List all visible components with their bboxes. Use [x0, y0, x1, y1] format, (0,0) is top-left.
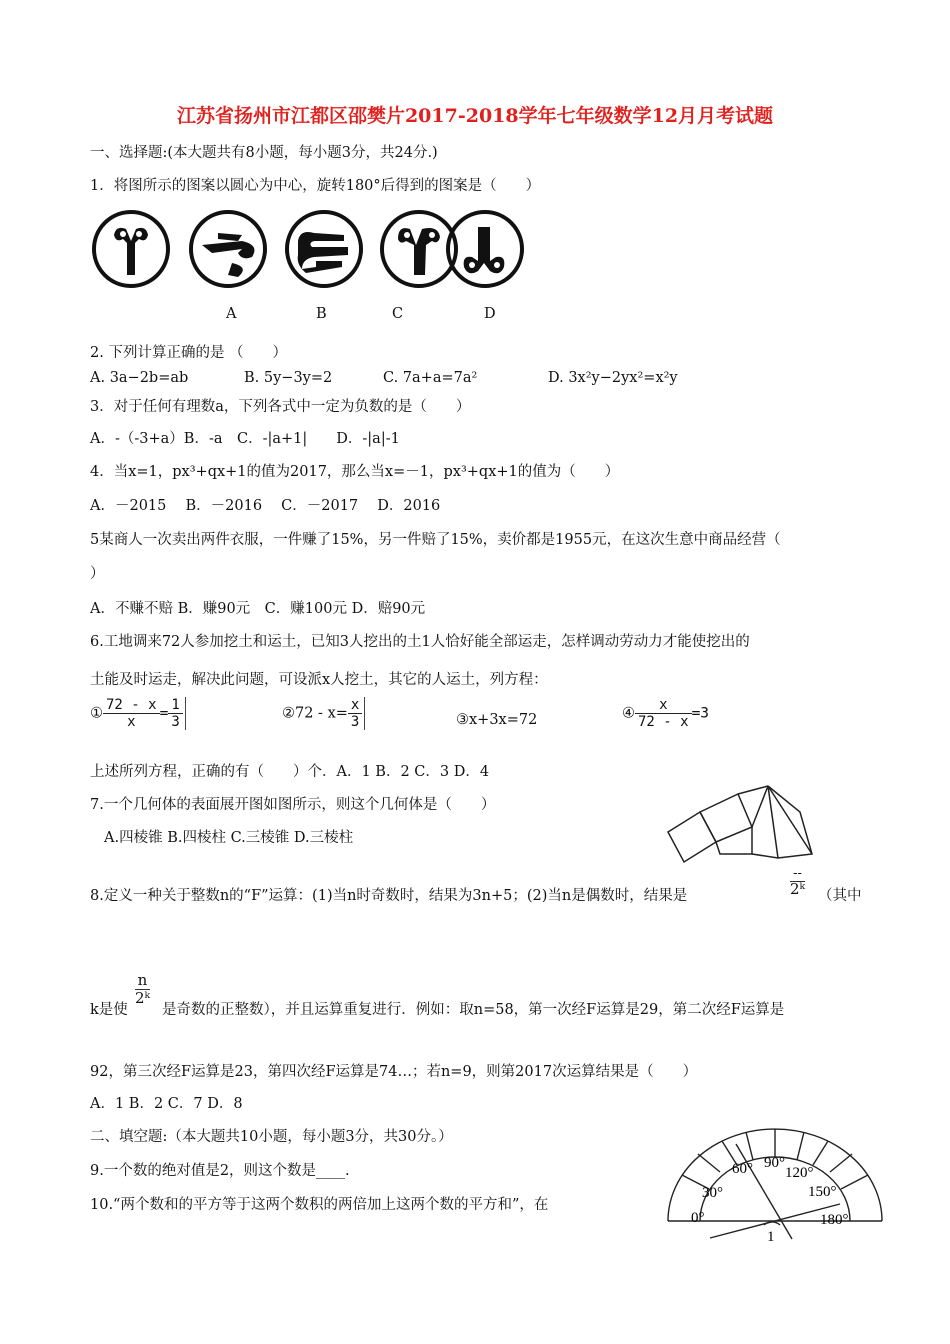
question-8-line1-tail: （其中: [818, 888, 862, 904]
eq1-numerator: 72 - x: [103, 697, 160, 714]
question-6-stem-line2: 土能及时运走，解决此问题，可设派x人挖土，其它的人运土，列方程：: [90, 672, 548, 688]
q8-fraction-2-denominator: 2ᵏ: [135, 989, 151, 1007]
question-7-stem: 7.一个几何体的表面展开图如图所示，则这个几何体是（ ）: [90, 797, 496, 813]
q7-net-figure: [660, 782, 840, 872]
q3-options: A．-（-3+a）B．-a C．-|a+1| D．-|a|-1: [90, 431, 400, 447]
question-10: 10.“两个数和的平方等于这两个数积的两倍加上这两个数的平方和”，在: [90, 1197, 549, 1213]
eq4-prefix: ④: [622, 705, 635, 722]
eq1-numerator-2: 1: [168, 697, 182, 714]
eq1-prefix: ①: [90, 705, 103, 722]
q8-fraction-1: [790, 866, 805, 897]
eq1-denominator-2: 3: [171, 714, 180, 730]
protractor-figure: [664, 1124, 890, 1244]
protractor-label-150: 150°: [808, 1184, 837, 1200]
q7-options: A.四棱锥 B.四棱柱 C.三棱锥 D.三棱柱: [104, 830, 354, 846]
question-1-stem: 1．将图所示的图案以圆心为中心，旋转180°后得到的图案是（ ）: [90, 178, 541, 194]
q6-equation-1: [90, 697, 186, 730]
eq4-denominator: 72 - x: [638, 714, 689, 730]
question-5-stem-line1: 5某商人一次卖出两件衣服，一件赚了15%，另一件赔了15%，卖价都是1955元，在这次生意中商品经营（: [90, 532, 781, 548]
eq1-denominator: x: [127, 714, 136, 730]
q6-equation-4: [622, 697, 709, 730]
question-8-line1: 8.定义一种关于整数n的“F”运算：(1)当n时奇数时，结果为3n+5；(2)当n是偶数时，结果是: [90, 888, 688, 904]
page-title: 江苏省扬州市江都区邵樊片2017-2018学年七年级数学12月月考试题: [176, 105, 774, 127]
q2-option-d: D. 3x²y−2yx²=x²y: [548, 370, 678, 386]
q6-equation-2: [282, 697, 365, 730]
q6-equation-3: ③x+3x=72: [456, 712, 538, 728]
q1-label-a: A: [226, 306, 237, 322]
question-6-stem-line1: 6.工地调来72人参加挖土和运土，已知3人挖出的土1人恰好能全部运走，怎样调动劳动力才能使挖出的: [90, 634, 750, 650]
question-3-stem: 3．对于任何有理数a，下列各式中一定为负数的是（ ）: [90, 399, 471, 415]
eq2-prefix: ②72 - x=: [282, 705, 348, 722]
q8-fraction-1-bottom: 2ᵏ: [790, 880, 806, 898]
eq1-equals: =: [159, 705, 169, 722]
eq4-numerator: x: [635, 697, 692, 714]
protractor-label-90: 90°: [764, 1155, 785, 1171]
option-b-figure: [287, 212, 361, 286]
q8-fraction-1-top: --: [790, 866, 805, 882]
eq2-numerator: x: [348, 697, 362, 714]
q1-label-d: D: [484, 306, 496, 322]
q2-option-a: A. 3a−2b=ab: [90, 370, 189, 386]
eq1-fraction-2: [168, 697, 185, 730]
eq4-fraction: [635, 697, 692, 730]
question-9: 9.一个数的绝对值是2，则这个数是____.: [90, 1163, 350, 1179]
q1-label-c: C: [392, 306, 404, 322]
question-5-stem-line2: ）: [90, 566, 105, 582]
question-8-line3: 92，第三次经F运算是23，第四次经F运算是74…；若n=9，则第2017次运算结果是（ ）: [90, 1064, 698, 1080]
q2-option-c: C. 7a+a=7a²: [383, 370, 478, 386]
question-8-line2-post: 是奇数的正整数），并且运算重复进行．例如：取n=58，第一次经F运算是29，第二次经F运算是: [162, 1002, 785, 1018]
eq2-denominator: 3: [350, 714, 360, 730]
question-4-stem: 4．当x=1，px³+qx+1的值为2017，那么当x=－1，px³+qx+1的值为（ ）: [90, 464, 620, 480]
option-a-figure: [191, 212, 265, 286]
option-d-figure: [448, 212, 522, 286]
protractor-label-60: 60°: [732, 1161, 753, 1177]
eq4-tail: =3: [691, 705, 710, 722]
q8-fraction-2-numerator: n: [135, 972, 150, 990]
q4-options: A．－2015 B．－2016 C．－2017 D．2016: [90, 498, 441, 514]
protractor-angle-label: 1: [767, 1229, 775, 1244]
section-heading-choice: 一、选择题:(本大题共有8小题，每小题3分，共24分.): [90, 145, 438, 161]
section-heading-fill: 二、填空题:（本大题共10小题，每小题3分，共30分。）: [90, 1129, 453, 1145]
protractor-label-120: 120°: [785, 1165, 814, 1181]
eq2-fraction: [348, 697, 365, 730]
q2-option-b: B. 5y−3y=2: [244, 370, 333, 386]
original-pattern-figure: [94, 212, 168, 286]
option-c-figure: [382, 212, 456, 286]
q5-options: A．不赚不赔 B．赚90元 C．赚100元 D．赔90元: [90, 601, 426, 617]
q8-fraction-2: [135, 972, 150, 1007]
q1-pattern-figures: [92, 205, 532, 295]
q1-label-b: B: [316, 306, 327, 322]
q8-options: A．1 B．2 C．7 D．8: [90, 1096, 243, 1112]
protractor-label-180: 180°: [820, 1212, 849, 1228]
protractor-label-30: 30°: [702, 1185, 723, 1201]
eq1-fraction: [103, 697, 160, 730]
question-2-stem: 2. 下列计算正确的是 （ ）: [90, 345, 288, 361]
protractor-label-0: 0°: [691, 1210, 705, 1226]
q6-answer-line: 上述所列方程，正确的有（ ）个．A．1 B．2 C．3 D．4: [90, 764, 490, 780]
question-8-line2-pre: k是使: [90, 1002, 128, 1018]
